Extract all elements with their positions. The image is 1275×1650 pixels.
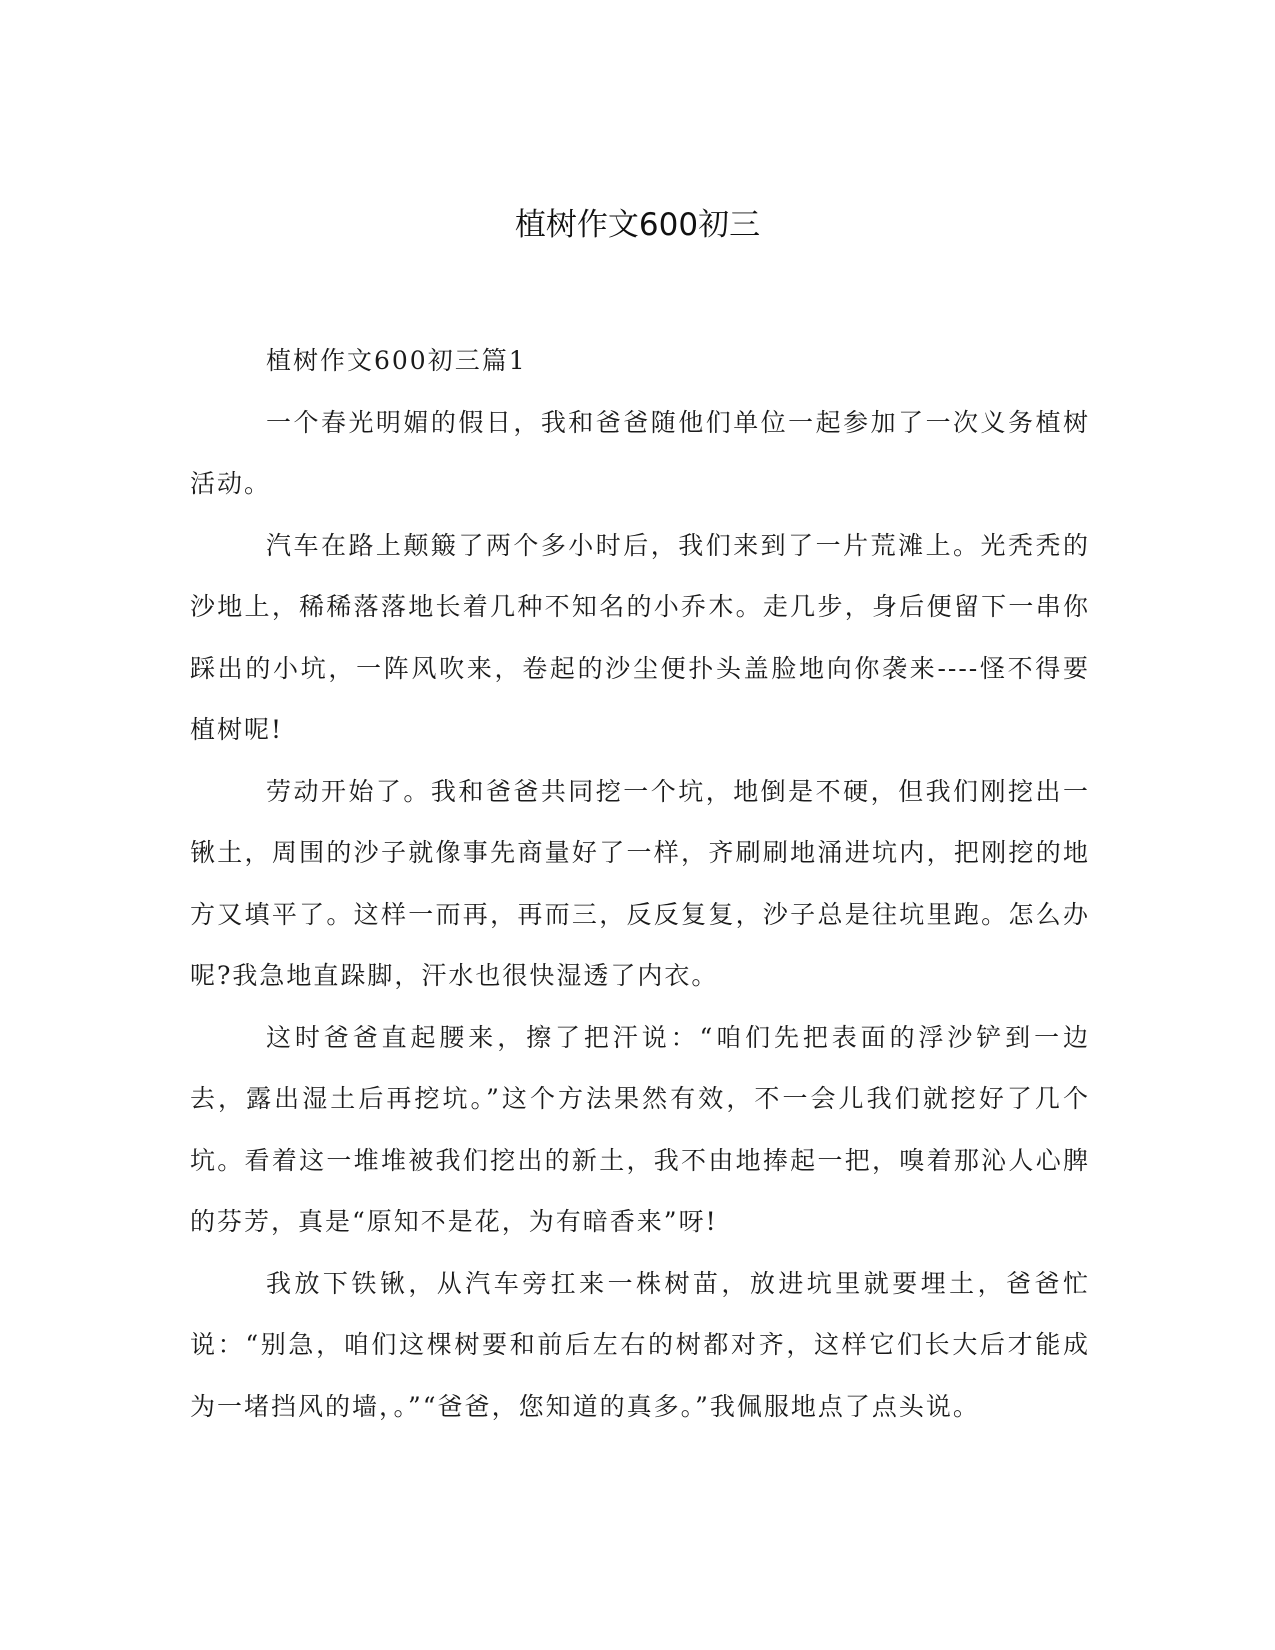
paragraph-3: 劳动开始了。我和爸爸共同挖一个坑，地倒是不硬，但我们刚挖出一锹土，周围的沙子就像事先商量好了一样，齐刷刷地涌进坑内，把刚挖的地方又填平了。这样一而再，再而三，反反复复，沙子总是往坑里跑。怎么办呢?我急地直跺脚，汗水也很快湿透了内衣。 xyxy=(190,776,1090,990)
paragraph-4: 这时爸爸直起腰来，擦了把汗说：“咱们先把表面的浮沙铲到一边去，露出湿土后再挖坑。”这个方法果然有效，不一会儿我们就挖好了几个坑。看着这一堆堆被我们挖出的新土，我不由地捧起一把，嗅着那沁人心脾的芬芳，真是“原知不是花，为有暗香来”呀! xyxy=(190,1022,1090,1236)
section-heading: 植树作文600初三篇1 xyxy=(266,346,527,375)
paragraph-2: 汽车在路上颠簸了两个多小时后，我们来到了一片荒滩上。光秃秃的沙地上，稀稀落落地长着几种不知名的小乔木。走几步，身后便留下一串你踩出的小坑，一阵风吹来，卷起的沙尘便扑头盖脸地向你袭来----怪不得要植树呢! xyxy=(190,530,1090,744)
document-body xyxy=(190,330,1090,1437)
paragraph-5: 我放下铁锹，从汽车旁扛来一株树苗，放进坑里就要埋土，爸爸忙说：“别急，咱们这棵树要和前后左右的树都对齐，这样它们长大后才能成为一堵挡风的墙，。”“爸爸，您知道的真多。”我佩服地点了点头说。 xyxy=(190,1268,1090,1421)
paragraph-1: 一个春光明媚的假日，我和爸爸随他们单位一起参加了一次义务植树活动。 xyxy=(190,407,1090,498)
document-title: 植树作文600初三 xyxy=(514,207,761,243)
